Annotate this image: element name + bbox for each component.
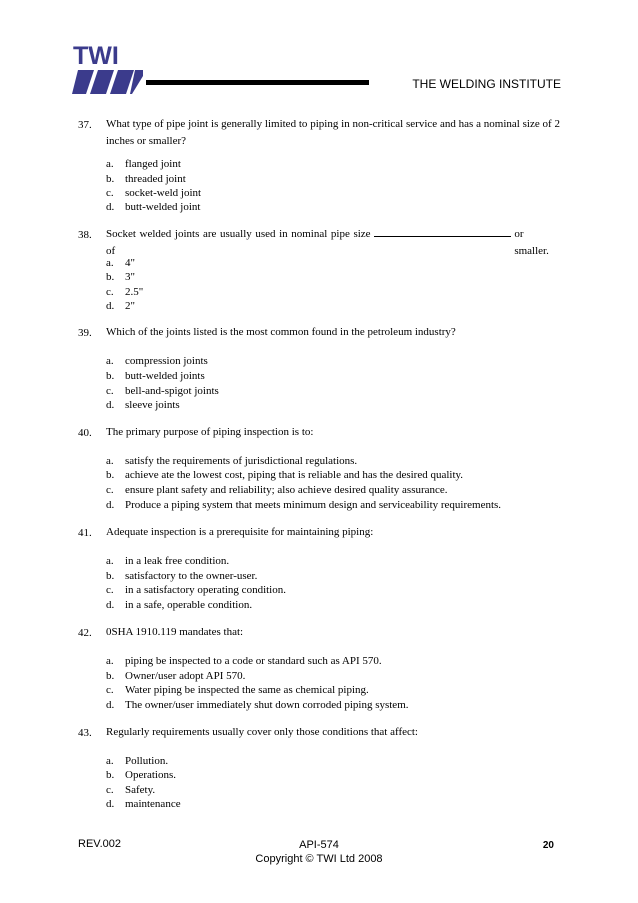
- twi-logo: [72, 42, 144, 98]
- question-text: What type of pipe joint is generally limited to piping in non-critical service and has a nominal size of 2 inches or smaller?: [106, 118, 560, 147]
- document-code: API-574: [299, 839, 339, 851]
- question-text: Regularly requirements usually cover only those conditions that affect:: [106, 726, 418, 738]
- question-text: The primary purpose of piping inspection is to:: [106, 426, 314, 438]
- page-number: 20: [542, 840, 554, 851]
- revision-label: REV.002: [78, 838, 122, 850]
- question-number: 40.: [78, 427, 92, 439]
- question-number: 42.: [78, 627, 92, 639]
- question-text: Socket welded joints are usually used in nominal pipe size of or smaller.: [106, 228, 549, 257]
- question-text: Adequate inspection is a prerequisite for maintaining piping:: [106, 526, 374, 538]
- question-number: 41.: [78, 527, 92, 539]
- question-number: 38.: [78, 229, 92, 241]
- header-rule: [146, 80, 369, 85]
- question-number: 37.: [78, 119, 92, 131]
- logo-text: TWI: [73, 42, 119, 70]
- question-number: 39.: [78, 327, 92, 339]
- question-number: 43.: [78, 727, 92, 739]
- question-text: 0SHA 1910.119 mandates that:: [106, 626, 244, 638]
- question-text: Which of the joints listed is the most common found in the petroleum industry?: [106, 326, 456, 338]
- copyright: Copyright © TWI Ltd 2008: [255, 853, 383, 865]
- institute-name: THE WELDING INSTITUTE: [412, 77, 561, 91]
- answer-blank: [374, 226, 512, 237]
